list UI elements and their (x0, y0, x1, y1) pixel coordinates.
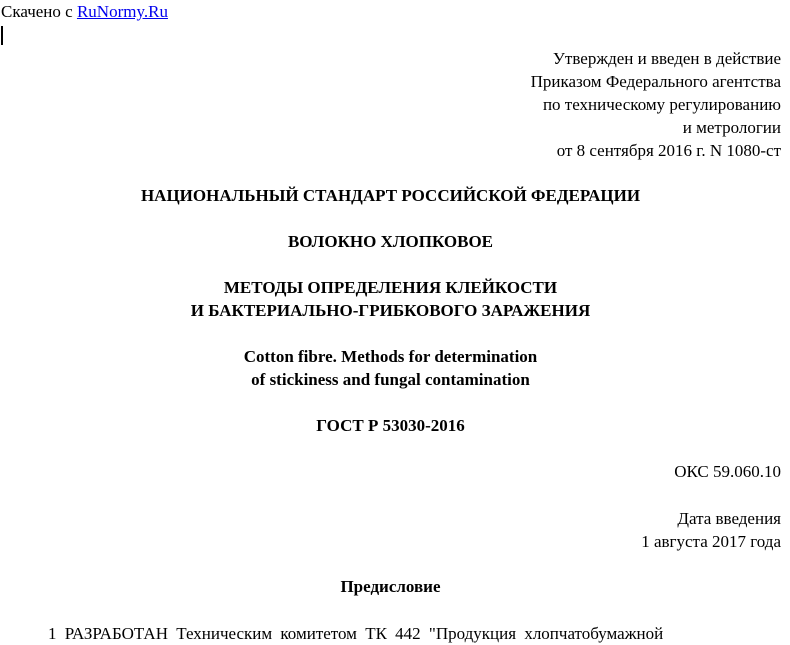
english-title (0, 345, 781, 391)
classification-code: ОКС 59.060.10 (674, 462, 781, 481)
preface-heading: Предисловие (340, 577, 441, 596)
russian-title-line: И БАКТЕРИАЛЬНО-ГРИБКОВОГО ЗАРАЖЕНИЯ (190, 301, 591, 320)
english-title-line: of stickiness and fungal contamination (251, 370, 530, 389)
text-cursor (1, 26, 3, 45)
standard-type-heading: НАЦИОНАЛЬНЫЙ СТАНДАРТ РОССИЙСКОЙ ФЕДЕРАЦИИ (140, 186, 641, 205)
preface-paragraph: 1 РАЗРАБОТАН Техническим комитетом ТК 442 "Продукция хлопчатобумажной (48, 624, 664, 643)
introduction-date-label: Дата введения (677, 509, 781, 528)
source-prefix: Скачено с (1, 2, 77, 21)
introduction-date-block (641, 507, 781, 553)
source-line (1, 2, 168, 22)
approval-line: Утвержден и введен в действие (552, 49, 781, 68)
russian-title (0, 276, 781, 322)
approval-line: по техническому регулированию (542, 95, 781, 114)
source-link[interactable]: RuNormy.Ru (76, 2, 168, 21)
subject-heading: ВОЛОКНО ХЛОПКОВОЕ (287, 232, 494, 251)
approval-line: Приказом Федерального агентства (530, 72, 781, 91)
russian-title-line: МЕТОДЫ ОПРЕДЕЛЕНИЯ КЛЕЙКОСТИ (223, 278, 558, 297)
approval-line: и метрологии (682, 118, 781, 137)
english-title-line: Cotton fibre. Methods for determination (243, 347, 538, 366)
approval-block (531, 47, 781, 162)
approval-line: от 8 сентября 2016 г. N 1080-ст (556, 141, 781, 160)
introduction-date-value: 1 августа 2017 года (641, 532, 781, 551)
standard-code: ГОСТ Р 53030-2016 (316, 416, 465, 435)
